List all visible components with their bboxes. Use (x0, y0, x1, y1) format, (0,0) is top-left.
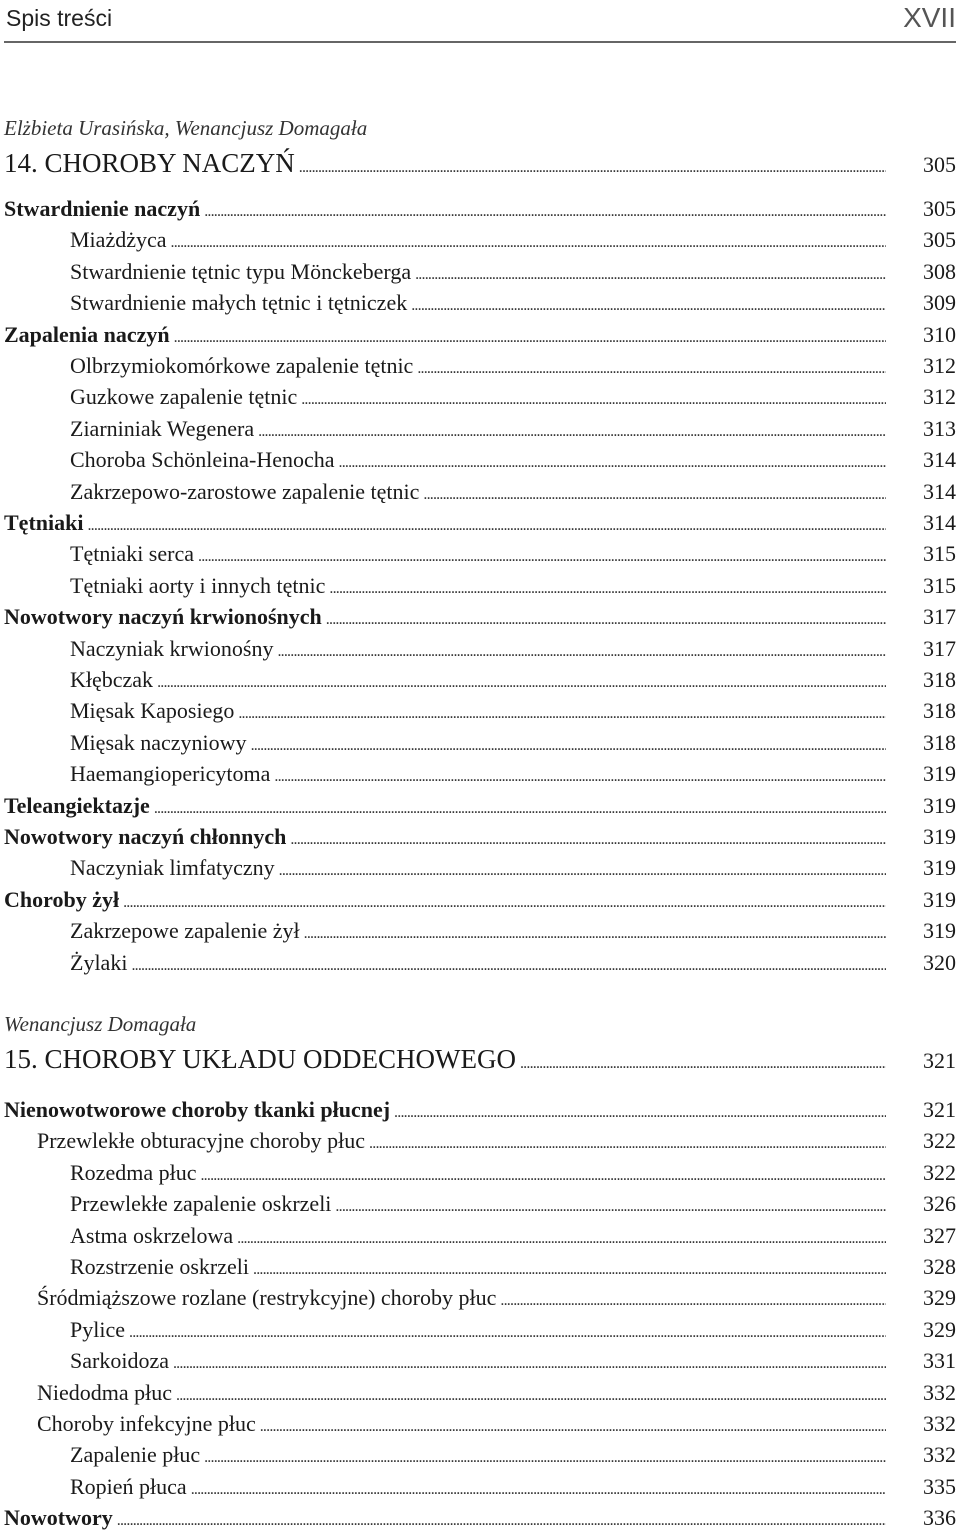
entry-page-number: 305 (923, 152, 956, 177)
dot-leader (290, 824, 886, 848)
entry-title: Żylaki (70, 949, 128, 975)
entry-title: Stwardnienie małych tętnic i tętniczek (70, 290, 408, 316)
toc-entry[interactable] (0, 1505, 960, 1536)
entry-page-number: 327 (923, 1222, 956, 1248)
chapter-authors: Elżbieta Urasińska, Wenancjusz Domagała (4, 116, 368, 140)
dot-leader (299, 148, 886, 178)
toc-entry[interactable] (0, 730, 960, 761)
toc-entry[interactable] (0, 1380, 960, 1411)
dot-leader (123, 887, 886, 911)
entry-title: Przewlekłe zapalenie oskrzeli (70, 1191, 332, 1217)
toc-entry[interactable] (0, 1348, 960, 1379)
dot-leader (415, 259, 886, 283)
entry-title: Zakrzepowe zapalenie żył (70, 918, 300, 944)
entry-title: Stwardnienie tętnic typu Mönckeberga (70, 258, 412, 284)
toc-entry[interactable] (0, 1474, 960, 1505)
dot-leader (520, 1044, 886, 1074)
header-rule (4, 41, 956, 43)
entry-page-number: 319 (923, 886, 956, 912)
toc-entry[interactable] (0, 636, 960, 667)
entry-page-number: 332 (923, 1379, 956, 1405)
toc-entry[interactable] (0, 698, 960, 729)
toc-entry[interactable] (0, 227, 960, 258)
dot-leader (260, 1411, 886, 1435)
entry-page-number: 319 (923, 918, 956, 944)
dot-leader (329, 573, 886, 597)
entry-title: Naczyniak limfatyczny (70, 855, 275, 881)
entry-title: Tętniaki (4, 510, 84, 535)
running-title: Spis treści (6, 5, 113, 31)
dot-leader (176, 1380, 886, 1404)
toc-entry[interactable] (0, 447, 960, 478)
dot-leader (274, 761, 886, 785)
dot-leader (339, 447, 886, 471)
toc-entry[interactable] (0, 1128, 960, 1159)
toc-entry[interactable] (0, 604, 960, 635)
toc-entry[interactable] (0, 855, 960, 886)
entry-title: 14. CHOROBY NACZYŃ (4, 148, 295, 178)
dot-leader (237, 1223, 886, 1247)
entry-title: Zapalenie płuc (70, 1442, 201, 1468)
entry-title: Choroby żył (4, 886, 120, 912)
dot-leader (423, 479, 886, 503)
dot-leader (129, 1317, 886, 1341)
entry-title: Pylice (70, 1316, 125, 1342)
toc-entry[interactable] (0, 1191, 960, 1222)
entry-page-number: 312 (923, 353, 956, 378)
dot-leader (204, 196, 886, 220)
entry-page-number: 312 (923, 384, 956, 410)
dot-leader (204, 1442, 886, 1466)
entry-page-number: 336 (923, 1505, 956, 1531)
dot-leader (335, 1191, 886, 1215)
toc-entry[interactable] (0, 259, 960, 290)
dot-leader (253, 1254, 886, 1278)
entry-page-number: 329 (923, 1285, 956, 1311)
toc-entry[interactable] (0, 479, 960, 510)
toc-entry[interactable] (0, 322, 960, 353)
entry-title: Śródmiąższowe rozlane (restrykcyjne) choroby płuc (37, 1285, 497, 1311)
entry-page-number: 319 (923, 855, 956, 881)
entry-title: Niedodma płuc (37, 1379, 173, 1405)
entry-title: Zakrzepowo-zarostowe zapalenie tętnic (70, 478, 420, 504)
entry-page-number: 313 (923, 415, 956, 441)
toc-entry[interactable] (0, 416, 960, 447)
entry-page-number: 315 (923, 541, 956, 567)
entry-page-number: 322 (923, 1159, 956, 1185)
toc-entry[interactable] (0, 1411, 960, 1442)
entry-title: Miażdżyca (70, 227, 167, 253)
entry-page-number: 321 (923, 1097, 956, 1122)
entry-title: Choroby infekcyjne płuc (37, 1411, 256, 1436)
entry-title: Rozstrzenie oskrzeli (70, 1254, 249, 1279)
dot-leader (198, 541, 886, 565)
dot-leader (238, 698, 886, 722)
toc-entry[interactable] (0, 1160, 960, 1191)
entry-page-number: 317 (923, 604, 956, 630)
toc-entry[interactable] (0, 1285, 960, 1316)
chapter-authors: Wenancjusz Domagała (4, 1012, 197, 1036)
dot-leader (369, 1128, 886, 1152)
entry-title: Mięsak Kaposiego (70, 698, 235, 724)
entry-page-number: 319 (923, 761, 956, 787)
entry-title: Nowotwory (4, 1505, 113, 1531)
entry-title: Astma oskrzelowa (70, 1222, 234, 1248)
entry-page-number: 308 (923, 258, 956, 284)
entry-page-number: 331 (923, 1348, 956, 1374)
dot-leader (500, 1285, 886, 1309)
entry-page-number: 314 (923, 478, 956, 504)
dot-leader (87, 510, 886, 534)
dot-leader (200, 1160, 886, 1184)
toc-entry[interactable] (0, 384, 960, 415)
dot-leader (171, 227, 887, 251)
dot-leader (154, 793, 886, 817)
entry-title: Sarkoidoza (70, 1348, 169, 1374)
entry-page-number: 315 (923, 572, 956, 598)
toc-entry[interactable] (0, 793, 960, 824)
entry-page-number: 320 (923, 949, 956, 975)
toc-entry[interactable] (0, 353, 960, 384)
entry-title: Nowotwory naczyń krwionośnych (4, 604, 322, 630)
toc-entry[interactable] (0, 950, 960, 981)
entry-title: Kłębczak (70, 667, 154, 692)
dot-leader (258, 416, 886, 440)
entry-page-number: 319 (923, 792, 956, 818)
toc-entry[interactable] (0, 1317, 960, 1348)
entry-page-number: 310 (923, 321, 956, 347)
entry-page-number: 329 (923, 1316, 956, 1342)
toc-entry[interactable] (0, 1254, 960, 1285)
entry-title: Nienowotworowe choroby tkanki płucnej (4, 1097, 391, 1122)
chapter-heading[interactable] (0, 148, 960, 179)
toc-entry[interactable] (0, 1442, 960, 1473)
entry-title: Przewlekłe obturacyjne choroby płuc (37, 1128, 366, 1154)
dot-leader (174, 322, 886, 346)
toc-entry[interactable] (0, 573, 960, 604)
entry-title: Olbrzymiokomórkowe zapalenie tętnic (70, 353, 414, 378)
dot-leader (251, 730, 886, 754)
dot-leader (394, 1097, 886, 1121)
entry-page-number: 314 (923, 447, 956, 473)
entry-title: Nowotwory naczyń chłonnych (4, 824, 287, 849)
toc-entry[interactable] (0, 510, 960, 541)
dot-leader (411, 290, 886, 314)
entry-page-number: 319 (923, 824, 956, 849)
entry-title: Ropień płuca (70, 1473, 187, 1499)
dot-leader (157, 667, 886, 691)
toc-entry[interactable] (0, 761, 960, 792)
entry-page-number: 321 (923, 1048, 956, 1073)
entry-title: 15. CHOROBY UKŁADU ODDECHOWEGO (4, 1044, 516, 1074)
entry-title: Mięsak naczyniowy (70, 729, 247, 755)
toc-entry[interactable] (0, 824, 960, 855)
entry-title: Stwardnienie naczyń (4, 196, 201, 221)
entry-title: Choroba Schönleina-Henocha (70, 447, 335, 473)
chapter-heading[interactable] (0, 1044, 960, 1075)
toc-entry[interactable] (0, 887, 960, 918)
entry-title: Guzkowe zapalenie tętnic (70, 384, 298, 410)
toc-entry[interactable] (0, 667, 960, 698)
dot-leader (304, 918, 886, 942)
entry-title: Tętniaki serca (70, 541, 194, 567)
entry-page-number: 318 (923, 729, 956, 755)
dot-leader (117, 1505, 886, 1529)
entry-title: Naczyniak krwionośny (70, 635, 274, 661)
entry-title: Rozedma płuc (70, 1159, 197, 1185)
toc-entry[interactable] (0, 1223, 960, 1254)
dot-leader (417, 353, 886, 377)
dot-leader (277, 636, 886, 660)
entry-title: Teleangiektazje (4, 792, 150, 818)
dot-leader (326, 604, 886, 628)
dot-leader (301, 384, 886, 408)
toc-entry[interactable] (0, 290, 960, 321)
entry-page-number: 322 (923, 1128, 956, 1154)
dot-leader (173, 1348, 886, 1372)
entry-page-number: 332 (923, 1411, 956, 1436)
entry-title: Ziarniniak Wegenera (70, 415, 255, 441)
entry-page-number: 314 (923, 510, 956, 535)
dot-leader (191, 1474, 886, 1498)
dot-leader (279, 855, 886, 879)
page-number: XVII (903, 2, 956, 33)
entry-page-number: 318 (923, 667, 956, 692)
entry-page-number: 305 (923, 227, 956, 253)
toc-entry[interactable] (0, 541, 960, 572)
toc-entry[interactable] (0, 1097, 960, 1128)
entry-page-number: 335 (923, 1473, 956, 1499)
toc-entry[interactable] (0, 918, 960, 949)
entry-page-number: 332 (923, 1442, 956, 1468)
entry-title: Haemangiopericytoma (70, 761, 271, 787)
entry-page-number: 328 (923, 1254, 956, 1279)
page-header (0, 0, 960, 44)
entry-page-number: 318 (923, 698, 956, 724)
entry-page-number: 326 (923, 1191, 956, 1217)
entry-title: Zapalenia naczyń (4, 321, 170, 347)
dot-leader (131, 950, 886, 974)
toc-entry[interactable] (0, 196, 960, 227)
entry-page-number: 309 (923, 290, 956, 316)
entry-title: Tętniaki aorty i innych tętnic (70, 572, 326, 598)
entry-page-number: 305 (923, 196, 956, 221)
entry-page-number: 317 (923, 635, 956, 661)
